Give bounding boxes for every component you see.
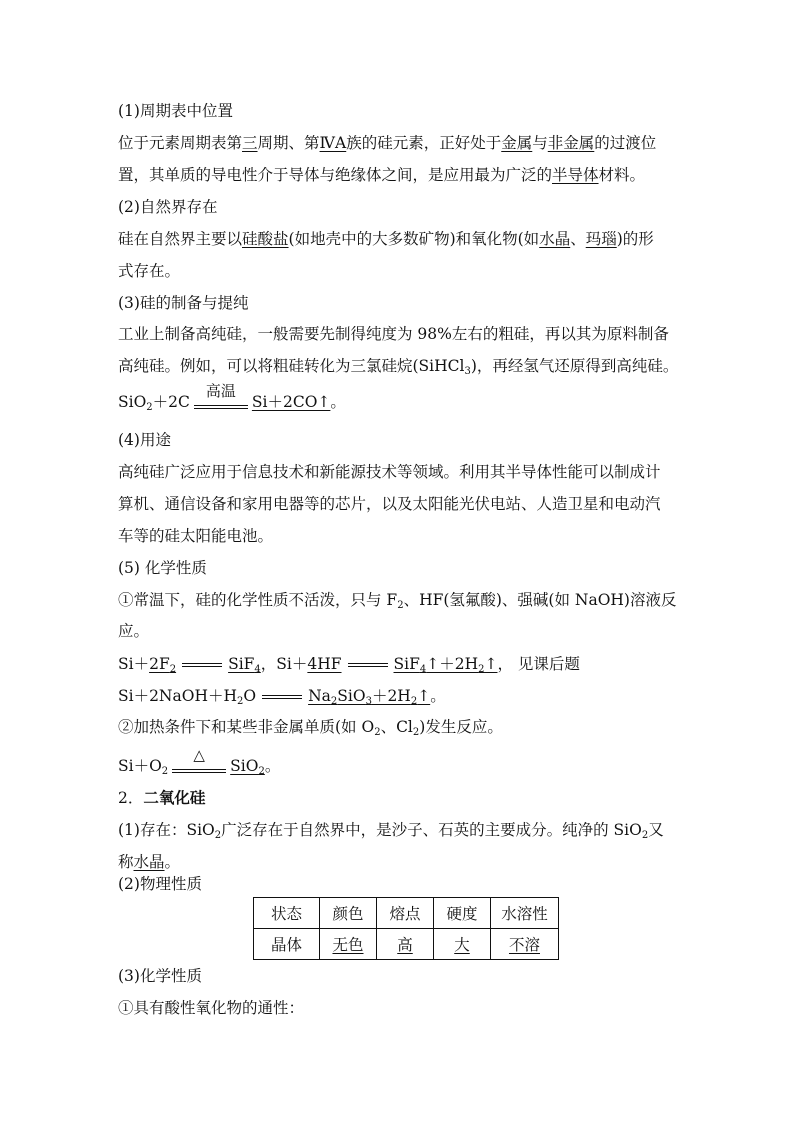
s5-paragraph-line1: ①常温下，硅的化学性质不活泼，只与 $F_2$、HF(氢氟酸)、强碱(如 NaOH)溶液反 bbox=[118, 591, 677, 611]
sec2-paragraph-line1: (1)存在：SiO$_2$广泛存在于自然界中，是沙子、石英的主要成分。纯净的 SiO$_2$又 bbox=[118, 821, 664, 841]
s4-paragraph-line2: 算机、通信设备和家用电器等的芯片，以及太阳能光伏电站、人造卫星和电动汽 bbox=[118, 495, 661, 513]
s1-heading: (1)周期表中位置 bbox=[118, 102, 233, 120]
table-header-cell: 硬度 bbox=[434, 898, 491, 929]
table-cell: 晶体 bbox=[254, 929, 320, 960]
sec2-paragraph-line2: 称水晶。 bbox=[118, 853, 181, 871]
s3-paragraph-line2: 高纯硅。例如，可以将粗硅转化为三氯硅烷(SiHCl$_3$)，再经氢气还原得到高纯硅。 bbox=[118, 357, 679, 377]
s4-heading: (4)用途 bbox=[118, 431, 171, 449]
reaction-equals-sign bbox=[260, 686, 304, 706]
table-cell: 不溶 bbox=[491, 929, 559, 960]
table-header-cell: 水溶性 bbox=[491, 898, 559, 929]
table-header-cell: 颜色 bbox=[320, 898, 377, 929]
table-cell: 无色 bbox=[320, 929, 377, 960]
reaction-condition: 高温 bbox=[205, 382, 236, 400]
equation-silicon-naoh: $Si+2NaOH+H_2O$ $Na_2SiO_3+2H_2↑$。 bbox=[118, 687, 446, 707]
table-cell: 大 bbox=[434, 929, 491, 960]
s5-paragraph-line3: ②加热条件下和某些非金属单质(如 $O_2$、$Cl_2$)发生反应。 bbox=[118, 718, 503, 738]
s4-paragraph-line1: 高纯硅广泛应用于信息技术和新能源技术等领域。利用其半导体性能可以制成计 bbox=[118, 463, 661, 481]
s2-paragraph-line2: 式存在。 bbox=[118, 262, 181, 280]
table-header-cell: 状态 bbox=[254, 898, 320, 929]
sec2-chem-item1: ①具有酸性氧化物的通性： bbox=[118, 999, 305, 1017]
table-row bbox=[254, 929, 559, 960]
s4-paragraph-line3: 车等的硅太阳能电池。 bbox=[118, 527, 274, 545]
sec2-heading: 2．二氧化硅 bbox=[118, 788, 206, 807]
equation-silicon-fluorine: $Si+2F_2$ SiF$_4$，Si＋4HF $SiF_4↑+2H_2↑$， 见课后题 bbox=[118, 655, 580, 675]
sec2-chem-heading: (3)化学性质 bbox=[118, 967, 202, 985]
reaction-equals-sign bbox=[180, 654, 224, 674]
s3-paragraph-line1: 工业上制备高纯硅，一般需要先制得纯度为 98%左右的粗硅，再以其为原料制备 bbox=[118, 325, 669, 343]
s5-paragraph-line2: 应。 bbox=[118, 622, 150, 640]
s2-heading: (2)自然界存在 bbox=[118, 198, 218, 216]
s3-heading: (3)硅的制备与提纯 bbox=[118, 294, 249, 312]
equation-silica-reduction: SiO$_2$＋2C 高温 Si＋2CO↑。 bbox=[118, 382, 346, 413]
heat-triangle-icon: △ bbox=[193, 746, 205, 764]
table-header-cell: 熔点 bbox=[377, 898, 434, 929]
reaction-equals-sign bbox=[346, 654, 390, 674]
reaction-equals-sign bbox=[194, 382, 248, 412]
physical-properties-table bbox=[253, 897, 559, 960]
s2-paragraph-line1: 硅在自然界主要以硅酸盐(如地壳中的大多数矿物)和氧化物(如水晶、玛瑙)的形 bbox=[118, 230, 654, 248]
s1-paragraph-line1: 位于元素周期表第三周期、第ⅣA族的硅元素，正好处于金属与非金属的过渡位 bbox=[118, 134, 657, 152]
table-cell: 高 bbox=[377, 929, 434, 960]
s5-heading: (5) 化学性质 bbox=[118, 559, 207, 577]
table-header-row bbox=[254, 898, 559, 929]
reaction-equals-sign bbox=[172, 746, 226, 776]
equation-silicon-oxygen: $Si+O_2$ △ SiO$_2$。 bbox=[118, 746, 281, 777]
sec2-physical-heading: (2)物理性质 bbox=[118, 875, 202, 893]
s1-paragraph-line2: 置，其单质的导电性介于导体与绝缘体之间，是应用最为广泛的半导体材料。 bbox=[118, 166, 646, 184]
